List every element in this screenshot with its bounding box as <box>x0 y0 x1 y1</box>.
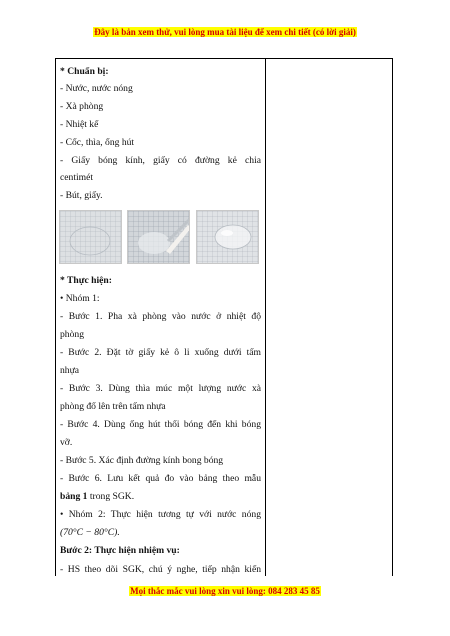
prep-item: - Nước, nước nóng <box>60 83 133 94</box>
step2-line: - Bước 2. Đặt tờ giấy kẻ ô li xuống dưới tấm <box>60 347 261 358</box>
step1-line: - Bước 1. Pha xà phòng vào nước ở nhiệt độ <box>60 311 261 322</box>
prep-item: - Xà phòng <box>60 101 104 112</box>
step4-line: - Bước 4. Dùng ống hút thổi bóng đến khi bóng <box>60 419 261 430</box>
contact-banner <box>0 586 450 596</box>
prep-item: centimét <box>60 172 94 183</box>
prep-item: - Nhiệt kế <box>60 119 99 130</box>
group2-line: • Nhóm 2: Thực hiện tương tự với nước nóng <box>60 509 261 520</box>
preview-notice-text: Đây là bản xem thử, vui lòng mua tài liệu để xem chi tiết (có lời giải) <box>94 27 356 37</box>
step6-line: - Bước 6. Lưu kết quả đo vào bảng theo mẫu <box>60 473 261 484</box>
step3-line: phòng đổ lên trên tấm nhựa <box>60 401 166 412</box>
photo-strip <box>59 210 261 264</box>
group1-label: • Nhóm 1: <box>60 293 100 304</box>
preview-notice-banner <box>0 27 450 37</box>
grid-paper-photo-3 <box>196 210 259 264</box>
step6-line-rest: trong SGK. <box>87 491 135 502</box>
step3-line: - Bước 3. Dùng thìa múc một lượng nước xà <box>60 383 261 394</box>
task-heading: Bước 2: Thực hiện nhiệm vụ: <box>60 545 180 556</box>
table-reference: bảng 1 <box>60 491 88 502</box>
lesson-table <box>55 58 393 576</box>
step6-line <box>60 492 261 502</box>
column-divider <box>265 59 266 576</box>
procedure-heading: * Thực hiện: <box>60 275 112 286</box>
prep-heading: * Chuẩn bị: <box>60 66 109 77</box>
grid-paper-photo-1 <box>59 210 122 264</box>
step2-line: nhựa <box>60 365 80 376</box>
prep-item: - Cốc, thìa, ống hút <box>60 137 135 148</box>
step4-line: vỡ. <box>60 437 73 448</box>
temperature-range: (70°C − 80°C). <box>60 527 120 538</box>
grid-paper-photo-2 <box>127 210 190 264</box>
contact-text: Mọi thắc mắc vui lòng xin vui lòng: 084 283 45 85 <box>130 586 320 596</box>
task-line: - HS theo dõi SGK, chú ý nghe, tiếp nhận kiến <box>60 564 261 575</box>
prep-item: - Giấy bóng kính, giấy có đường kẻ chia <box>60 155 261 166</box>
step1-line: phòng <box>60 329 84 340</box>
prep-item: - Bút, giấy. <box>60 190 103 201</box>
step5-line: - Bước 5. Xác định đường kính bong bóng <box>60 455 224 466</box>
